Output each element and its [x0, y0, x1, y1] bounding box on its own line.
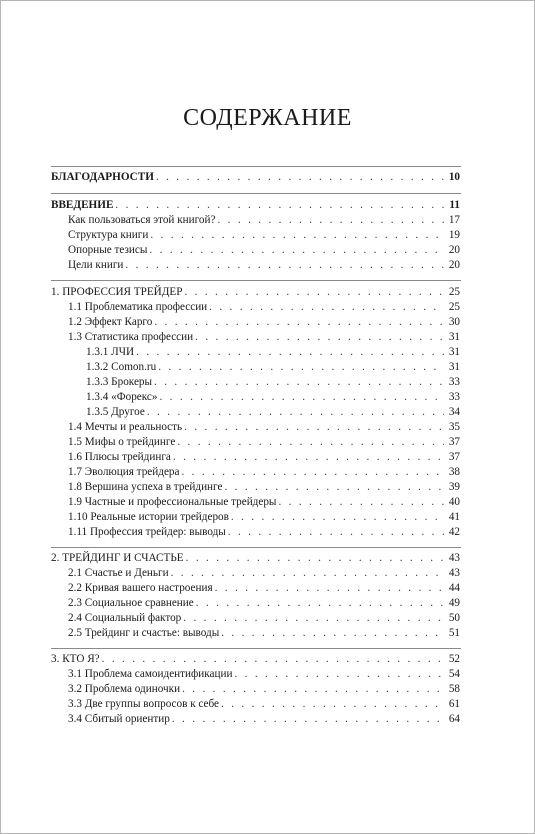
toc-entry-page: 58: [448, 683, 460, 695]
toc-entry-label: Структура книги: [68, 229, 149, 241]
toc-entry[interactable]: [51, 551, 460, 566]
toc-entry-page: 25: [448, 286, 460, 298]
toc-entry-page: 39: [448, 481, 460, 493]
leader-dots: [150, 228, 444, 243]
section-divider: [51, 547, 461, 548]
leader-dots: [196, 596, 444, 611]
toc-entry-page: 11: [449, 199, 460, 211]
toc-entry-page: 33: [448, 376, 460, 388]
toc-entry-page: 19: [448, 229, 460, 241]
toc-entry-label: 1.3.2 Comon.ru: [86, 361, 157, 373]
leader-dots: [217, 213, 444, 228]
toc-entry-page: 41: [448, 511, 460, 523]
toc-entry-page: 40: [448, 496, 460, 508]
toc-entry-label: 1.3.4 «Форекс»: [86, 391, 158, 403]
toc-entry-page: 34: [448, 406, 460, 418]
toc-entry[interactable]: [68, 213, 460, 228]
toc-entry-label: 3.1 Проблема самоидентификации: [68, 668, 233, 680]
section-divider: [51, 193, 461, 194]
toc-entry-page: 38: [448, 466, 460, 478]
toc-entry-label: 1.2 Эффект Карго: [68, 316, 153, 328]
leader-dots: [154, 375, 444, 390]
toc-entry-page: 31: [448, 346, 460, 358]
toc-entry[interactable]: [51, 285, 460, 300]
toc-entry-label: 1.8 Вершина успеха в трейдинге: [68, 481, 223, 493]
toc-entry[interactable]: [68, 510, 460, 525]
toc-entry-label: 2.5 Трейдинг и счастье: выводы: [68, 627, 220, 639]
toc-entry[interactable]: [68, 682, 460, 697]
toc-entry-label: 1.4 Мечты и реальность: [68, 421, 183, 433]
toc-entry-label: 3.2 Проблема одиночки: [68, 683, 181, 695]
toc-entry-label: 1.5 Мифы о трейдинге: [68, 436, 176, 448]
toc-entry-label: 1. ПРОФЕССИЯ ТРЕЙДЕР: [51, 286, 183, 298]
toc-entry-page: 54: [448, 668, 460, 680]
toc-entry-label: 1.3.5 Другое: [86, 406, 145, 418]
section-divider: [51, 648, 461, 649]
toc-entry-page: 37: [448, 451, 460, 463]
toc-entry-label: 1.6 Плюсы трейдинга: [68, 451, 171, 463]
leader-dots: [154, 315, 444, 330]
toc-entry[interactable]: [68, 420, 460, 435]
toc-entry-label: 1.10 Реальные истории трейдеров: [68, 511, 229, 523]
leader-dots: [159, 390, 444, 405]
leader-dots: [184, 285, 444, 300]
toc-entry-page: 31: [448, 331, 460, 343]
toc-entry-label: 1.9 Частные и профессиональные трейдеры: [68, 496, 277, 508]
section-divider: [51, 166, 461, 167]
toc-entry-page: 52: [448, 653, 460, 665]
toc-entry-page: 35: [448, 421, 460, 433]
leader-dots: [209, 300, 444, 315]
leader-dots: [102, 652, 444, 667]
toc-entry-page: 49: [448, 597, 460, 609]
toc-entry[interactable]: [68, 495, 460, 510]
toc-entry-label: 1.1 Проблематика профессии: [68, 301, 208, 313]
toc-entry[interactable]: [86, 375, 460, 390]
toc-entry-label: 1.3.3 Брокеры: [86, 376, 153, 388]
toc-entry-page: 44: [448, 582, 460, 594]
leader-dots: [156, 170, 444, 185]
toc-entry[interactable]: [68, 258, 460, 273]
toc-entry[interactable]: [51, 652, 460, 667]
toc-entry-label: Как пользоваться этой книгой?: [68, 214, 216, 226]
toc-entry-label: 1.3 Статистика профессии: [68, 331, 194, 343]
toc-entry[interactable]: [68, 697, 460, 712]
toc-entry-label: 2. ТРЕЙДИНГ И СЧАСТЬЕ: [51, 552, 184, 564]
page-title: СОДЕРЖАНИЕ: [183, 105, 352, 131]
leader-dots: [278, 495, 444, 510]
toc-entry-page: 43: [448, 552, 460, 564]
leader-dots: [186, 551, 444, 566]
toc-entry[interactable]: [68, 667, 460, 682]
toc-entry-page: 42: [448, 526, 460, 538]
toc-entry[interactable]: [68, 300, 460, 315]
toc-entry[interactable]: [68, 611, 460, 626]
toc-entry-label: ВВЕДЕНИЕ: [51, 199, 114, 211]
leader-dots: [171, 566, 444, 581]
toc-entry-label: 1.11 Профессия трейдер: выводы: [68, 526, 226, 538]
leader-dots: [172, 712, 444, 727]
toc-entry[interactable]: [51, 198, 460, 213]
toc-entry-page: 37: [448, 436, 460, 448]
toc-entry-label: 1.3.1 ЛЧИ: [86, 346, 135, 358]
toc-entry-page: 25: [448, 301, 460, 313]
leader-dots: [147, 405, 444, 420]
toc-entry-label: 3.3 Две группы вопросов к себе: [68, 698, 220, 710]
toc-entry-page: 10: [448, 171, 460, 183]
toc-entry-page: 51: [448, 627, 460, 639]
toc-entry[interactable]: [68, 581, 460, 596]
section-divider: [51, 280, 461, 281]
leader-dots: [149, 243, 444, 258]
leader-dots: [183, 611, 444, 626]
toc-entry[interactable]: [86, 405, 460, 420]
toc-entry[interactable]: [68, 566, 460, 581]
toc-entry-page: 64: [448, 713, 460, 725]
leader-dots: [182, 682, 444, 697]
toc-entry[interactable]: [68, 330, 460, 345]
toc-entry[interactable]: [86, 390, 460, 405]
toc-entry[interactable]: [68, 435, 460, 450]
toc-entry[interactable]: [86, 360, 460, 375]
leader-dots: [215, 581, 444, 596]
toc-entry[interactable]: [68, 315, 460, 330]
toc-entry[interactable]: [68, 450, 460, 465]
toc-entry-page: 43: [448, 567, 460, 579]
toc-entry[interactable]: [86, 345, 460, 360]
toc-entry[interactable]: [68, 596, 460, 611]
leader-dots: [184, 420, 444, 435]
toc-entry-label: 2.2 Кривая вашего настроения: [68, 582, 213, 594]
toc-entry-label: Опорные тезисы: [68, 244, 148, 256]
toc-entry-label: 3.4 Сбитый ориентир: [68, 713, 170, 725]
toc-entry-page: 20: [448, 259, 460, 271]
toc-entry-page: 20: [448, 244, 460, 256]
toc-entry-label: 2.3 Социальное сравнение: [68, 597, 194, 609]
toc-entry-label: 2.1 Счастье и Деньги: [68, 567, 169, 579]
toc-entry[interactable]: [68, 243, 460, 258]
leader-dots: [181, 465, 444, 480]
toc-entry-page: 30: [448, 316, 460, 328]
toc-entry[interactable]: [68, 712, 460, 727]
leader-dots: [224, 480, 444, 495]
toc-entry-page: 61: [448, 698, 460, 710]
leader-dots: [228, 525, 444, 540]
leader-dots: [158, 360, 444, 375]
leader-dots: [125, 258, 444, 273]
toc-entry-label: 3. КТО Я?: [51, 653, 100, 665]
toc-entry-page: 33: [448, 391, 460, 403]
toc-entry[interactable]: [68, 626, 460, 641]
toc-entry-page: 17: [448, 214, 460, 226]
toc-entry[interactable]: [68, 228, 460, 243]
leader-dots: [177, 435, 444, 450]
toc-entry[interactable]: [51, 170, 460, 185]
toc-entry-label: БЛАГОДАРНОСТИ: [51, 171, 154, 183]
leader-dots: [195, 330, 444, 345]
leader-dots: [221, 626, 444, 641]
leader-dots: [136, 345, 444, 360]
toc-entry-label: 1.7 Эволюция трейдера: [68, 466, 180, 478]
toc-entry-page: 31: [448, 361, 460, 373]
toc-entry[interactable]: [68, 480, 460, 495]
leader-dots: [231, 510, 444, 525]
toc-entry-label: Цели книги: [68, 259, 124, 271]
leader-dots: [173, 450, 444, 465]
toc-entry[interactable]: [68, 525, 460, 540]
toc-entry-label: 2.4 Социальный фактор: [68, 612, 182, 624]
leader-dots: [115, 198, 444, 213]
toc-entry[interactable]: [68, 465, 460, 480]
leader-dots: [221, 697, 444, 712]
leader-dots: [234, 667, 444, 682]
toc-entry-page: 50: [448, 612, 460, 624]
